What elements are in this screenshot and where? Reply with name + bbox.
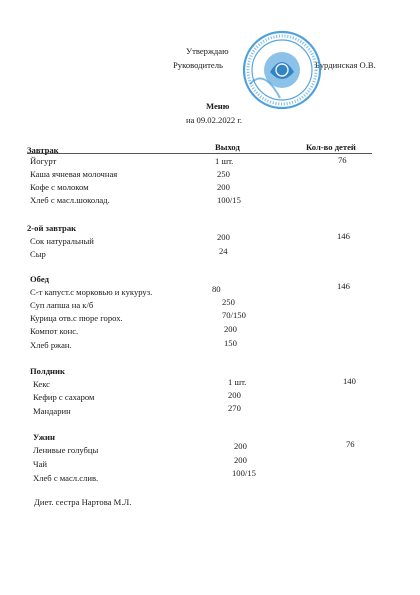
head-name: Бурдинская О.В.	[315, 60, 376, 70]
afternoon-snack-children-count: 140	[343, 376, 356, 386]
menu-item-output: 24	[219, 246, 228, 256]
menu-item-name: Каша ячневая молочная	[30, 169, 118, 179]
second-breakfast-children-count: 146	[337, 231, 350, 241]
menu-item-name: Сок натуральный	[30, 236, 94, 246]
menu-item-name: Хлеб с масл.слив.	[33, 473, 99, 483]
menu-item-output: 100/15	[232, 468, 256, 478]
menu-item-output: 200	[217, 232, 230, 242]
menu-item-name: Сыр	[30, 249, 46, 259]
section-title-breakfast: Завтрак	[27, 145, 59, 155]
menu-item-output: 250	[217, 169, 230, 179]
menu-item-name: Суп лапша на к/б	[30, 300, 94, 310]
section-title-dinner: Ужин	[33, 432, 55, 442]
menu-item-name: Курица отв.с пюре горох.	[30, 313, 123, 323]
menu-item-name: Хлеб ржан.	[30, 340, 72, 350]
column-children-header: Кол-во детей	[306, 142, 356, 152]
menu-item-name: Хлеб с масл.шоколад.	[30, 195, 110, 205]
menu-item-name: Йогурт	[30, 156, 57, 166]
menu-item-name: Ленивые голубцы	[33, 445, 99, 455]
breakfast-children-count: 76	[338, 155, 347, 165]
section-title-lunch: Обед	[30, 274, 49, 284]
menu-item-output: 150	[224, 338, 237, 348]
menu-date: на 09.02.2022 г.	[186, 115, 243, 125]
menu-item-output: 1 шт.	[228, 377, 247, 387]
menu-item-name: Чай	[33, 459, 47, 469]
menu-item-output: 100/15	[217, 195, 241, 205]
section-title-second-breakfast: 2-ой завтрак	[27, 223, 77, 233]
approve-label: Утверждаю	[186, 46, 229, 56]
menu-item-name: С-т капуст.с морковью и кукуруз.	[30, 287, 153, 297]
dietitian-signature-line: Диет. сестра Нартова М.Л.	[34, 497, 132, 507]
menu-item-output: 1 шт.	[215, 156, 234, 166]
menu-item-name: Компот конс.	[30, 326, 79, 336]
round-seal-icon	[240, 28, 324, 112]
menu-item-output: 70/150	[222, 310, 246, 320]
menu-item-name: Кекс	[33, 379, 50, 389]
menu-item-name: Кефир с сахаром	[33, 392, 95, 402]
header-underline	[27, 153, 372, 154]
menu-title: Меню	[206, 101, 230, 111]
menu-item-output: 200	[228, 390, 241, 400]
menu-item-output: 200	[217, 182, 230, 192]
menu-item-name: Кофе с молоком	[30, 182, 89, 192]
menu-item-output: 200	[234, 455, 247, 465]
column-output-header: Выход	[215, 142, 240, 152]
menu-item-output: 270	[228, 403, 241, 413]
section-title-afternoon-snack: Полдник	[30, 366, 65, 376]
dinner-children-count: 76	[346, 439, 355, 449]
menu-item-name: Мандарин	[33, 406, 71, 416]
menu-item-output: 200	[234, 441, 247, 451]
menu-item-output: 80	[212, 284, 221, 294]
menu-item-output: 250	[222, 297, 235, 307]
head-label: Руководитель	[173, 60, 223, 70]
menu-item-output: 200	[224, 324, 237, 334]
lunch-children-count: 146	[337, 281, 350, 291]
